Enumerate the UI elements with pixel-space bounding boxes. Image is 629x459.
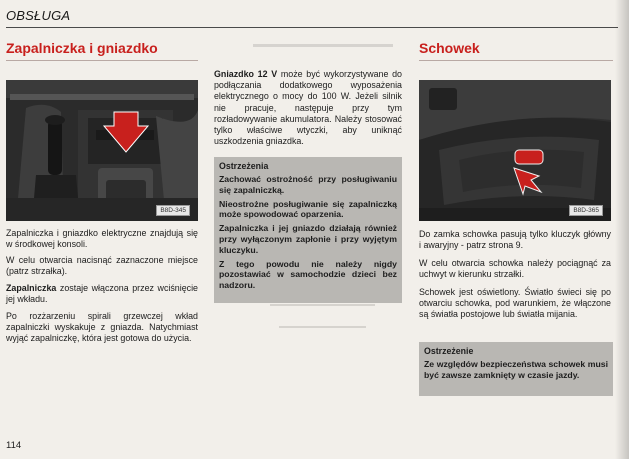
header-divider [6,27,618,28]
warning-title: Ostrzeżenie [424,346,474,356]
heading-divider [419,60,613,61]
left-paragraph-1: Zapalniczka i gniazdko elektryczne znajdują się w środkowej konsoli. [6,228,198,250]
figure-code: B8D-345 [156,205,190,216]
right-paragraph-3: Schowek jest oświetlony. Światło świeci się po otwarciu schowka, pod warunkiem, że włączone są światła postojowe lub światła mijania. [419,287,611,320]
page-edge-shadow [615,0,629,459]
heading-divider [6,60,198,61]
right-paragraph-2: W celu otwarcia schowka należy pociągnąć za uchwyt w kierunku strzałki. [419,258,611,280]
figure-code: B8D-365 [569,205,603,216]
figure-center-console [6,80,198,221]
warning-item: Zachować ostrożność przy posługiwaniu się zapalniczką. [219,174,397,195]
warning-item: Z tego powodu nie należy nigdy pozostawiać w samochodzie dzieci bez nadzoru. [219,258,397,291]
warning-item: Nieostrożne posługiwanie się zapalniczką może spowodować oparzenia. [219,198,397,220]
warning-title: Ostrzeżenia [219,161,269,171]
heading-glove-box: Schowek [419,40,480,56]
figure-glove-box [419,80,611,221]
center-console-illustration [6,80,198,221]
glove-box-illustration [419,80,611,221]
heading-cigarette-lighter: Zapalniczka i gniazdko [6,40,158,56]
left-paragraph-4: Po rozżarzeniu spirali grzewczej wkład zapalniczki wyskakuje z gniazda. Natychmiast wyjąć zapalniczkę, która jest gotowa do użycia. [6,311,198,344]
warning-box-glove-box [419,342,613,396]
middle-intro: Gniazdko 12 V może być wykorzystywane do podłączania dodatkowego wyposażenia elektrycznego o mocy do 100 W. Jeżeli silnik nie pracuje, następuje przy tym rozładowywanie akumulatora. Należy stosować tylko właściwe wtyczki, aby uniknąć uszkodzenia gniazdka. [214,69,402,147]
warning-item: Zapalniczka i jej gniazdo działają również przy wyłączonym zapłonie i przy wyjętym kluczyku. [219,223,397,255]
warning-box-lighter [214,157,402,303]
left-paragraph-3: Zapalniczka zostaje włączona przez wciśnięcie jej wkładu. [6,283,198,305]
left-paragraph-2: W celu otwarcia nacisnąć zaznaczone miejsce (patrz strzałka). [6,255,198,277]
warning-item: Ze względów bezpieczeństwa schowek musi być zawsze zamknięty w czasie jazdy. [424,359,608,380]
section-header: OBSŁUGA [6,8,71,23]
right-paragraph-1: Do zamka schowka pasują tylko kluczyk główny i awaryjny - patrz strona 9. [419,229,611,251]
page-number: 114 [6,440,22,451]
